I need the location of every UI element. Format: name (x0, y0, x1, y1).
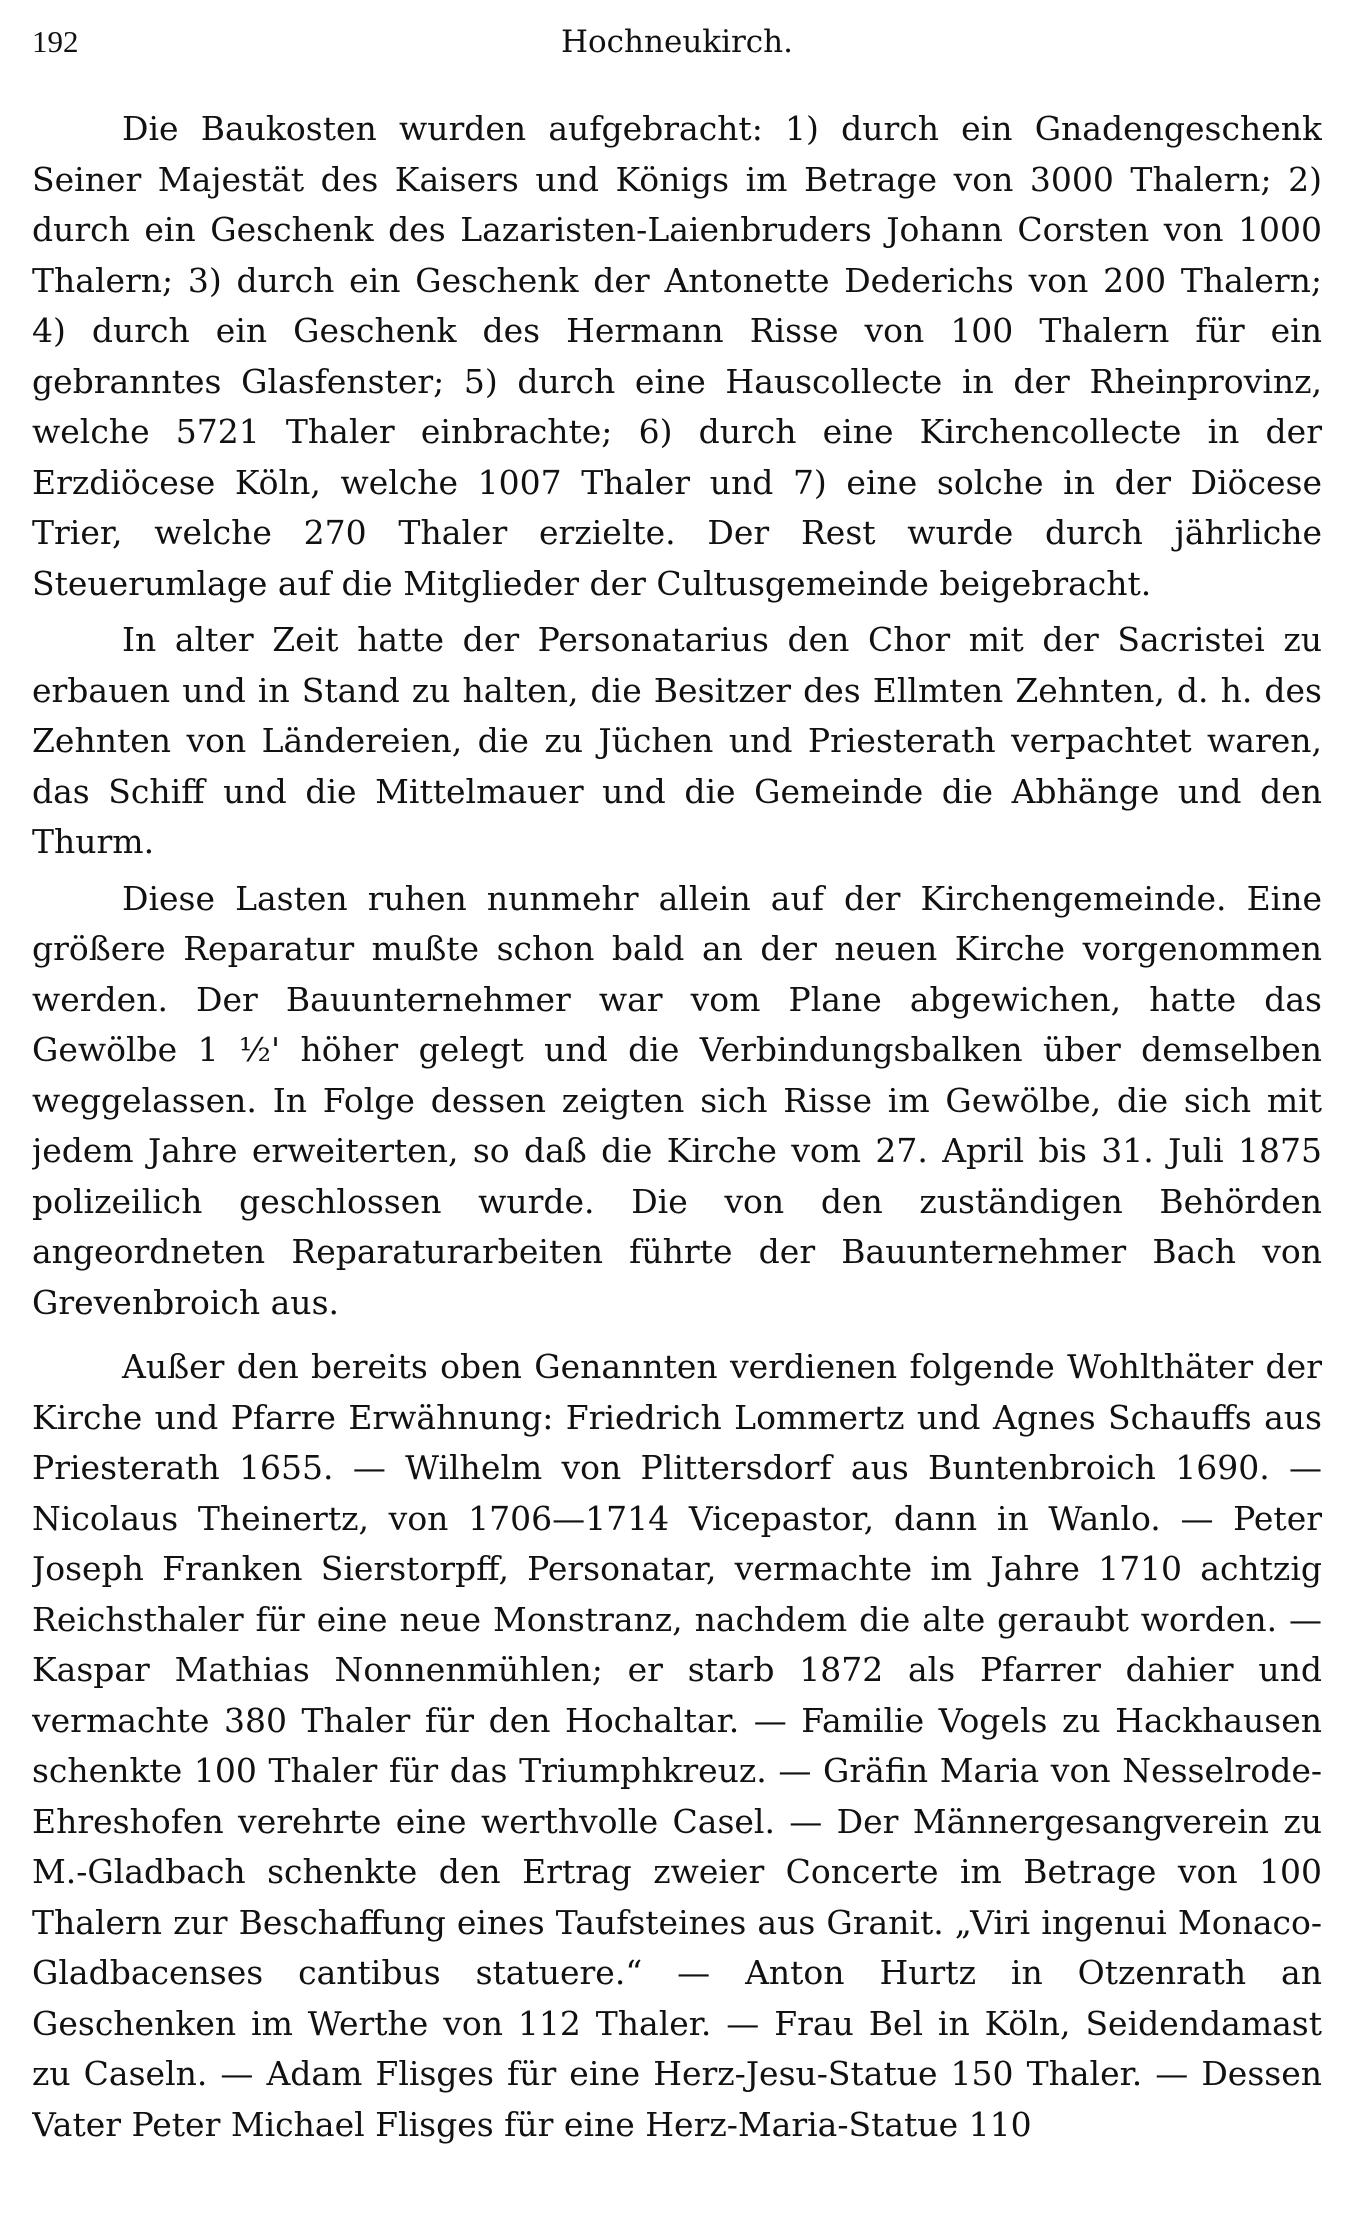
running-head: Hochneukirch. (560, 24, 793, 60)
paragraph-old-obligations: In alter Zeit hatte der Personatarius den Chor mit der Sacristei zu erbauen und in Stand zu halten, die Besitzer des Ellmten Zehnten, d. h. des Zehnten von Ländereien, die zu Jüchen und Priesterath verpachtet waren, das Schiff und die Mittelmauer und die Gemeinde die Abhänge und den Thurm. (32, 620, 1322, 861)
paragraph-building-costs: Die Baukosten wurden aufgebracht: 1) durch ein Gnadengeschenk Seiner Majestät des Kaisers und Königs im Betrage von 3000 Thalern; 2) durch ein Geschenk des Lazaristen-Laienbruders Johann Corsten von 1000 Thalern; 3) durch ein Geschenk der Antonette Dederichs von 200 Thalern; 4) durch ein Geschenk des Hermann Risse von 100 Thalern für ein gebranntes Glasfenster; 5) durch eine Hauscollecte in der Rheinprovinz, welche 5721 Thaler einbrachte; 6) durch eine Kirchencollecte in der Erzdiöcese Köln, welche 1007 Thaler und 7) eine solche in der Diöcese Trier, welche 270 Thaler erzielte. Der Rest wurde durch jährliche Steuerumlage auf die Mitglieder der Cultusgemeinde beigebracht. (32, 109, 1322, 603)
page-number: 192 (32, 24, 79, 59)
body-text (32, 104, 1322, 2150)
paragraph-repairs: Diese Lasten ruhen nunmehr allein auf der Kirchengemeinde. Eine größere Reparatur mußte schon bald an der neuen Kirche vorgenommen werden. Der Bauunternehmer war vom Plane abgewichen, hatte das Gewölbe 1 ½' höher gelegt und die Verbindungsbalken über demselben weggelassen. In Folge dessen zeigten sich Risse im Gewölbe, die sich mit jedem Jahre erweiterten, so daß die Kirche vom 27. April bis 31. Juli 1875 polizeilich geschlossen wurde. Die von den zuständigen Behörden angeordneten Reparaturarbeiten führte der Bauunternehmer Bach von Grevenbroich aus. (32, 878, 1322, 1322)
book-page (32, 18, 1322, 2218)
paragraph-benefactors: Außer den bereits oben Genannten verdienen folgende Wohlthäter der Kirche und Pfarre Erwähnung: Friedrich Lommertz und Agnes Schauffs aus Priesterath 1655. — Wilhelm von Plittersdorf aus Buntenbroich 1690. — Nicolaus Theinertz, von 1706—1714 Vicepastor, dann in Wanlo. — Peter Joseph Franken Sierstorpff, Personatar, vermachte im Jahre 1710 achtzig Reichsthaler für eine neue Monstranz, nachdem die alte geraubt worden. — Kaspar Mathias Nonnenmühlen; er starb 1872 als Pfarrer dahier und vermachte 380 Thaler für den Hochaltar. — Familie Vogels zu Hackhausen schenkte 100 Thaler für das Triumphkreuz. — Gräfin Maria von Nesselrode-Ehreshofen verehrte eine werthvolle Casel. — Der Männergesangverein zu M.-Gladbach schenkte den Ertrag zweier Concerte im Betrage von 100 Thalern zur Beschaffung eines Taufsteines aus Granit. „Viri ingenui Monaco-Gladbacenses cantibus statuere.“ — Anton Hurtz in Otzenrath an Geschenken im Werthe von 112 Thaler. — Frau Bel in Köln, Seidendamast zu Caseln. — Adam Flisges für eine Herz-Jesu-Statue 150 Thaler. — Dessen Vater Peter Michael Flisges für eine Herz-Maria-Statue 110 (32, 1347, 1322, 2144)
page-header (32, 18, 1322, 78)
